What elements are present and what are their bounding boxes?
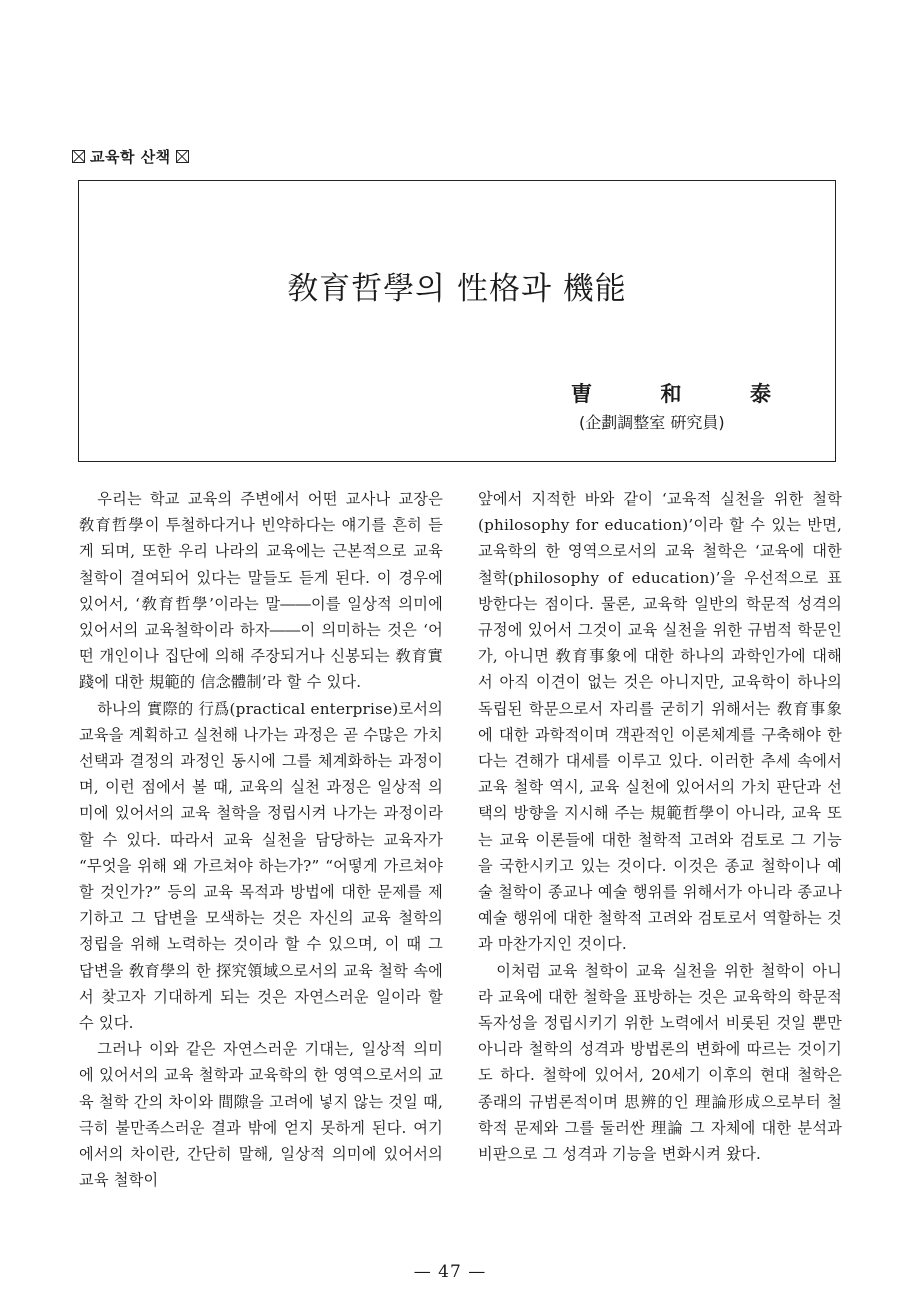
- author-affiliation: (企劃調整室 硏究員): [579, 413, 725, 432]
- section-tag: [72, 146, 189, 167]
- author-name-char: 泰: [750, 381, 771, 406]
- right-column: [478, 486, 842, 1252]
- paragraph: 앞에서 지적한 바와 같이 ‘교육적 실천을 위한 철학(philosophy for education)’이라 할 수 있는 반면, 교육학의 한 영역으로서의 교육 철학은 ‘교육에 대한 철학(philosophy of education)’을 우선적으로 표방한다는 점이다. 물론, 교육학 일반의 학문적 성격의 규정에 있어서 그것이 교육 실천을 위한 규범적 학문인가, 아니면 敎育事象에 대한 하나의 과학인가에 대해서 아직 이견이 없는 것은 아니지만, 교육학이 하나의 독립된 학문으로서 자리를 굳히기 위해서는 敎育事象에 대한 과학적이며 객관적인 이론체계를 구축해야 한다는 견해가 대세를 이루고 있다. 이러한 추세 속에서 교육 철학 역시, 교육 실천에 있어서의 가치 판단과 선택의 방향을 지시해 주는 規範哲學이 아니라, 교육 또는 교육 이론들에 대한 철학적 고려와 검토로 그 기능을 국한시키고 있는 것이다. 이것은 종교 철학이나 예술 철학이 종교나 예술 행위를 위해서가 아니라 종교나 예술 행위에 대한 철학적 고려와 검토로서 역할하는 것과 마찬가지인 것이다.: [478, 490, 842, 954]
- paragraph: 하나의 實際的 行爲(practical enterprise)로서의 교육을 계획하고 실천해 나가는 과정은 곧 수많은 가치선택과 결정의 과정인 동시에 그를 체계화하는 과정이며, 이런 점에서 볼 때, 교육의 실천 과정은 일상적 의미에 있어서의 교육 철학을 정립시켜 나가는 과정이라 할 수 있다. 따라서 교육 실천을 담당하는 교육자가 “무엇을 위해 왜 가르쳐야 하는가?” “어떻게 가르쳐야 할 것인가?” 등의 교육 목적과 방법에 대한 문제를 제기하고 그 답변을 모색하는 것은 자신의 교육 철학의 정립을 위해 노력하는 것이라 할 수 있으며, 이 때 그 답변을 敎育學의 한 探究領域으로서의 교육 철학 속에서 찾고자 기대하게 되는 것은 자연스러운 일이라 할 수 있다.: [79, 699, 443, 1033]
- paragraph: 우리는 학교 교육의 주변에서 어떤 교사나 교장은 敎育哲學이 투철하다거나 빈약하다는 얘기를 흔히 듣게 되며, 또한 우리 나라의 교육에는 근본적으로 교육 철학이 결여되어 있다는 말들도 듣게 된다. 이 경우에 있어서, ‘敎育哲學’이라는 말――이를 일상적 의미에 있어서의 교육철학이라 하자――이 의미하는 것은 ‘어떤 개인이나 집단에 의해 주장되거나 신봉되는 敎育實踐에 대한 規範的 信念體制’라 할 수 있다.: [79, 490, 443, 692]
- section-label: 교육학 산책: [90, 148, 171, 166]
- author-name-char: 和: [660, 381, 682, 406]
- paragraph: 그러나 이와 같은 자연스러운 기대는, 일상적 의미에 있어서의 교육 철학과 교육학의 한 영역으로서의 교육 철학 간의 차이와 間隙을 고려에 넣지 않는 것일 때, 극히 불만족스러운 결과 밖에 얻지 못하게 된다. 여기에서의 차이란, 간단히 말해, 일상적 의미에 있어서의 교육 철학이: [79, 1040, 443, 1190]
- left-column: [79, 486, 443, 1252]
- crossed-box-icon: [176, 150, 189, 163]
- author-name-char: 曺: [571, 381, 592, 406]
- article-body: [79, 486, 842, 1252]
- crossed-box-icon: [72, 150, 85, 163]
- author-name: [571, 378, 771, 408]
- page-number: — 47 —: [413, 1262, 487, 1282]
- paragraph: 이처럼 교육 철학이 교육 실천을 위한 철학이 아니라 교육에 대한 철학을 표방하는 것은 교육학의 학문적 독자성을 정립시키기 위한 노력에서 비롯된 것일 뿐만 아니라 철학의 성격과 방법론의 변화에 따르는 것이기도 하다. 철학에 있어서, 20세기 이후의 현대 철학은 종래의 규범론적이며 思辨的인 理論形成으로부터 철학적 문제와 그를 둘러싼 理論 그 자체에 대한 분석과 비판으로 그 성격과 기능을 변화시켜 왔다.: [478, 961, 842, 1164]
- article-title: 敎育哲學의 性格과 機能: [287, 271, 627, 307]
- title-box: [78, 180, 836, 462]
